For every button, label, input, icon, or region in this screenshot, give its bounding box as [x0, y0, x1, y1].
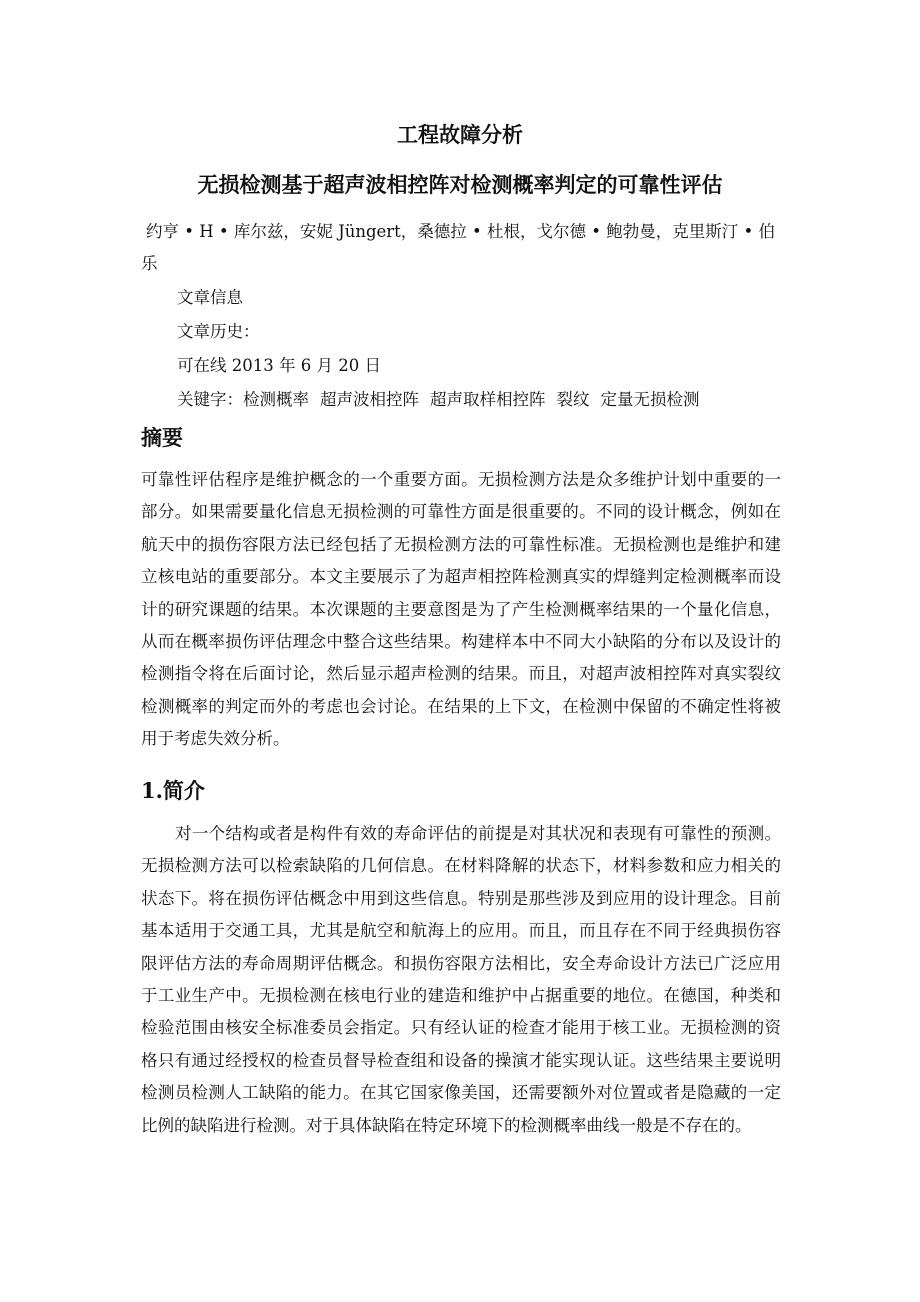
keyword: 检测概率 — [243, 390, 309, 409]
journal-name: 工程故障分析 — [397, 122, 523, 147]
online-date: 可在线 2013 年 6 月 20 日 — [177, 356, 381, 375]
keyword: 定量无损检测 — [600, 390, 700, 409]
abstract-body: 可靠性评估程序是维护概念的一个重要方面。无损检测方法是众多维护计划中重要的一部分。如果需要量化信息无损检测的可靠性方面是很重要的。不同的设计概念，例如在航天中的损伤容限方法已经包括了无损检测方法的可靠性标准。无损检测也是维护和建立核电站的重要部分。本文主要展示了为超声相控阵检测真实的焊缝判定检测概率而设计的研究课题的结果。本次课题的主要意图是为了产生检测概率结果的一个量化信息，从而在概率损伤评估理念中整合这些结果。构建样本中不同大小缺陷的分布以及设计的检测指令将在后面讨论，然后显示超声检测的结果。而且，对超声波相控阵对真实裂纹检测概率的判定而外的考虑也会讨论。在结果的上下文，在检测中保留的不确定性将被用于考虑失效分析。 — [141, 470, 781, 749]
keyword: 裂纹 — [556, 390, 590, 409]
keyword: 超声波相控阵 — [320, 390, 419, 409]
keyword: 超声取样相控阵 — [430, 390, 546, 409]
paper-title: 无损检测基于超声波相控阵对检测概率判定的可靠性评估 — [197, 172, 723, 197]
abstract-heading: 摘要 — [141, 425, 183, 450]
author-list: 约亨 • H • 库尔兹，安妮 Jüngert，桑德拉 • 杜根，戈尔德 • 鲍勃曼，克里斯汀 • 伯乐 — [141, 222, 775, 273]
introduction-body: 对一个结构或者是构件有效的寿命评估的前提是对其状况和表现有可靠性的预测。无损检测方法可以检索缺陷的几何信息。在材料降解的状态下，材料参数和应力相关的状态下。将在损伤评估概念中用到这些信息。特别是那些涉及到应用的设计理念。目前基本适用于交通工具，尤其是航空和航海上的应用。而且，而且存在不同于经典损伤容限评估方法的寿命周期评估概念。和损伤容限方法相比，安全寿命设计方法已广泛应用于工业生产中。无损检测在核电行业的建造和维护中占据重要的地位。在德国，种类和检验范围由核安全标准委员会指定。只有经认证的检查才能用于核工业。无损检测的资格只有通过经授权的检查员督导检查组和设备的操演才能实现认证。这些结果主要说明检测员检测人工缺陷的能力。在其它国家像美国，还需要额外对位置或者是隐藏的一定比例的缺陷进行检测。对于具体缺陷在特定环境下的检测概率曲线一般是不存在的。 — [141, 824, 781, 1135]
keywords-label: 关键字： — [177, 390, 243, 409]
introduction-heading: 1.简介 — [141, 778, 205, 803]
article-info-label: 文章信息 — [177, 288, 243, 307]
article-history-label: 文章历史： — [177, 322, 260, 341]
keywords-line — [177, 388, 711, 412]
